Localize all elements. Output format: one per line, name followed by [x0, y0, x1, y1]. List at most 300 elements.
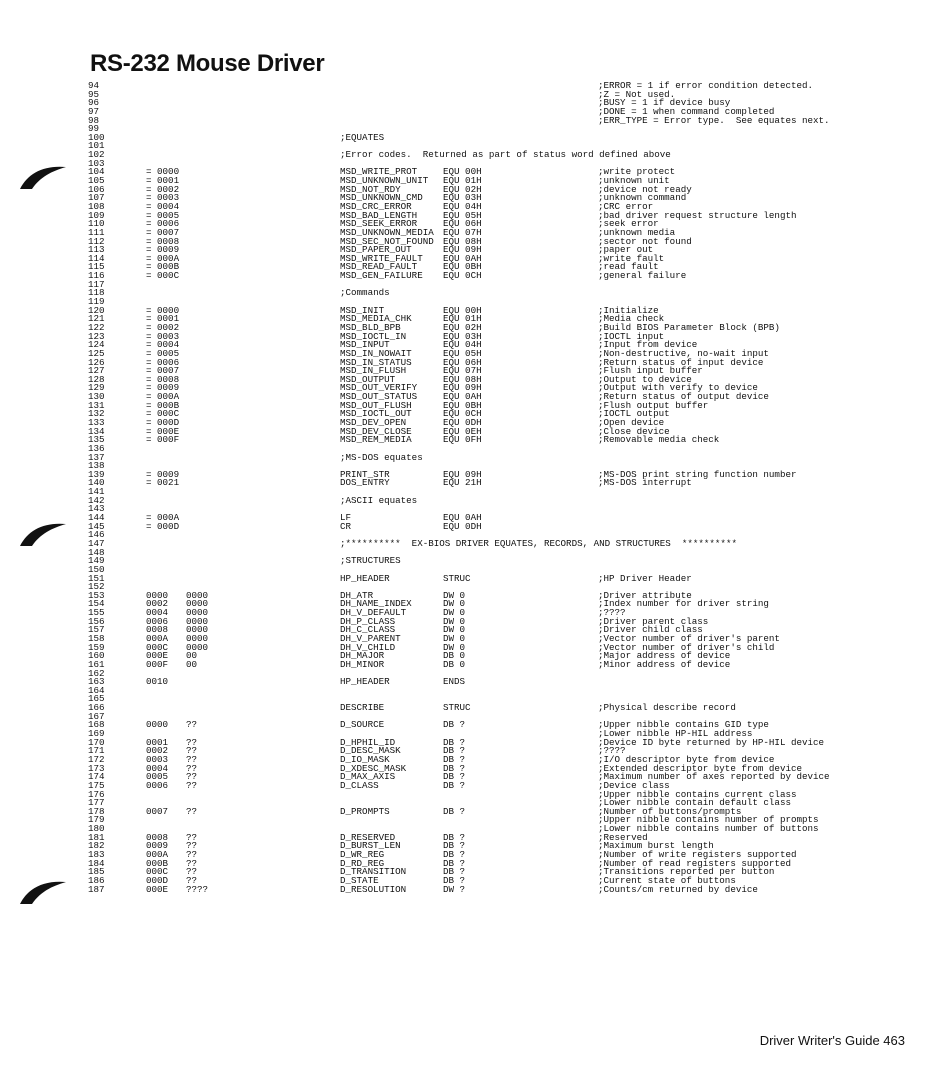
- line-number: 150: [88, 563, 105, 575]
- listing-line: [88, 151, 888, 160]
- line-number: 131: [88, 399, 105, 411]
- line-number: 174: [88, 771, 105, 783]
- operation: DB ?: [443, 866, 466, 878]
- label: DH_MAJOR: [340, 650, 385, 662]
- address: = 000C: [146, 408, 180, 420]
- line-number: 105: [88, 175, 105, 187]
- label: ;Error codes. Returned as part of status word defined above: [340, 149, 671, 161]
- address: 000E: [146, 883, 169, 895]
- comment: ;Vector number of driver's parent: [598, 633, 780, 644]
- listing-line: [88, 721, 888, 730]
- assembly-listing: [88, 82, 888, 894]
- address: 000C: [146, 866, 169, 878]
- operation: EQU 05H: [443, 347, 482, 359]
- label: MSD_UNKNOWN_CMD: [340, 192, 423, 204]
- listing-line: [88, 479, 888, 488]
- operation: DW ?: [443, 883, 466, 895]
- listing-line: [88, 220, 888, 229]
- value: 0000: [186, 615, 209, 627]
- listing-line: [88, 289, 888, 298]
- listing-line: [88, 82, 888, 91]
- line-number: 171: [88, 745, 105, 757]
- line-number: 125: [88, 347, 105, 359]
- address: = 0006: [146, 218, 180, 230]
- comment: ;Index number for driver string: [598, 598, 769, 610]
- address: 000D: [146, 874, 169, 886]
- label: LF: [340, 512, 352, 524]
- operation: EQU 02H: [443, 183, 482, 195]
- line-number: 186: [88, 874, 105, 886]
- address: 000A: [146, 849, 169, 861]
- operation: EQU 00H: [443, 166, 482, 178]
- address: = 000D: [146, 416, 180, 428]
- comment: ;Transitions reported per button: [598, 866, 775, 878]
- line-number: 185: [88, 866, 105, 878]
- comment: ;HP Driver Header: [598, 572, 692, 584]
- listing-line: [88, 825, 888, 834]
- comment: ;Maximum number of axes reported by device: [598, 771, 830, 783]
- address: = 000D: [146, 520, 180, 532]
- label: MSD_REM_MEDIA: [340, 434, 412, 446]
- operation: EQU 0DH: [443, 520, 482, 532]
- label: MSD_PAPER_OUT: [340, 244, 412, 256]
- operation: EQU 09H: [443, 244, 482, 256]
- label: ;********** EX-BIOS DRIVER EQUATES, RECORDS, AND STRUCTURES **********: [340, 537, 737, 549]
- line-number: 127: [88, 365, 105, 377]
- value: ??: [186, 779, 198, 791]
- operation: EQU 04H: [443, 339, 482, 351]
- comment: ;Media check: [598, 313, 665, 325]
- label: DH_NAME_INDEX: [340, 598, 412, 610]
- listing-line: [88, 399, 888, 411]
- line-number: 135: [88, 434, 105, 446]
- line-number: 182: [88, 840, 105, 852]
- line-number: 130: [88, 391, 105, 403]
- line-number: 181: [88, 831, 105, 843]
- listing-line: [88, 416, 888, 428]
- line-number: 119: [88, 296, 105, 308]
- listing-line: [88, 367, 888, 376]
- address: = 000C: [146, 270, 180, 282]
- address: 0004: [146, 762, 169, 774]
- line-number: 177: [88, 797, 105, 809]
- listing-line: [88, 667, 888, 679]
- listing-line: [88, 347, 888, 359]
- page-footer: Driver Writer's Guide 463: [759, 1033, 905, 1048]
- label: MSD_IOCTL_IN: [340, 330, 407, 342]
- listing-line: [88, 641, 888, 653]
- listing-line: [88, 226, 888, 238]
- address: = 0005: [146, 347, 180, 359]
- operation: DB ?: [443, 779, 466, 791]
- line-number: 169: [88, 728, 105, 740]
- address: 0008: [146, 831, 169, 843]
- comment: ;write fault: [598, 252, 665, 264]
- line-number: 142: [88, 494, 105, 506]
- label: CR: [340, 520, 352, 532]
- operation: EQU 06H: [443, 356, 482, 368]
- address: 0009: [146, 840, 169, 852]
- operation: EQU 0FH: [443, 434, 482, 446]
- comment: ;Counts/cm returned by device: [598, 883, 758, 895]
- listing-line: [88, 131, 888, 143]
- address: 000E: [146, 650, 169, 662]
- comment: ;Lower nibble HP-HIL address: [598, 728, 753, 740]
- line-number: 117: [88, 278, 105, 290]
- line-number: 139: [88, 468, 105, 480]
- line-number: 115: [88, 261, 105, 273]
- comment: ;DONE = 1 when command completed: [598, 105, 775, 117]
- label: D_HPHIL_ID: [340, 736, 396, 748]
- address: = 0007: [146, 226, 180, 238]
- comment: ;device not ready: [598, 183, 692, 195]
- address: = 0009: [146, 382, 180, 394]
- address: 0003: [146, 753, 169, 765]
- comment: ;I/O descriptor byte from device: [598, 753, 775, 765]
- comment: ;Upper nibble contains GID type: [598, 719, 769, 731]
- comment: ;Major address of device: [598, 650, 731, 662]
- comment: ;Close device: [598, 425, 670, 437]
- listing-line: [88, 652, 888, 661]
- address: = 0002: [146, 183, 180, 195]
- listing-line: [88, 330, 888, 342]
- address: = 0004: [146, 200, 180, 212]
- line-number: 160: [88, 650, 105, 662]
- label: D_RD_REG: [340, 857, 385, 869]
- address: = 0006: [146, 356, 180, 368]
- line-number: 178: [88, 805, 105, 817]
- line-number: 148: [88, 546, 105, 558]
- address: 0006: [146, 615, 169, 627]
- comment: ;Z = Not used.: [598, 88, 676, 100]
- comment: ;seek error: [598, 218, 659, 230]
- value: 00: [186, 658, 198, 670]
- operation: EQU 08H: [443, 235, 482, 247]
- listing-line: [88, 157, 888, 169]
- address: = 0000: [146, 304, 180, 316]
- line-number: 98: [88, 114, 100, 126]
- value: 0000: [186, 598, 209, 610]
- address: = 0021: [146, 477, 180, 489]
- address: 0002: [146, 745, 169, 757]
- operation: EQU 0EH: [443, 425, 482, 437]
- line-number: 166: [88, 702, 105, 714]
- label: MSD_BAD_LENGTH: [340, 209, 418, 221]
- address: 0005: [146, 771, 169, 783]
- line-number: 104: [88, 166, 105, 178]
- line-number: 128: [88, 373, 105, 385]
- label: MSD_NOT_RDY: [340, 183, 401, 195]
- label: DH_ATR: [340, 589, 374, 601]
- label: MSD_IN_STATUS: [340, 356, 412, 368]
- comment: ;Vector number of driver's child: [598, 641, 775, 653]
- label: D_DESC_MASK: [340, 745, 401, 757]
- comment: ;Driver attribute: [598, 589, 692, 601]
- label: MSD_CRC_ERROR: [340, 200, 412, 212]
- label: D_SOURCE: [340, 719, 385, 731]
- listing-line: [88, 304, 888, 316]
- address: 000A: [146, 633, 169, 644]
- comment: ;MS-DOS print string function number: [598, 468, 797, 480]
- label: MSD_IOCTL_OUT: [340, 408, 412, 420]
- label: DH_V_CHILD: [340, 641, 396, 653]
- value: ??: [186, 866, 198, 878]
- label: HP_HEADER: [340, 572, 390, 584]
- line-number: 151: [88, 572, 105, 584]
- label: ;ASCII equates: [340, 494, 418, 506]
- comment: ;Build BIOS Parameter Block (BPB): [598, 321, 780, 333]
- value: 0000: [186, 589, 209, 601]
- label: D_TRANSITION: [340, 866, 407, 878]
- line-number: 97: [88, 105, 100, 117]
- line-number: 101: [88, 140, 105, 152]
- label: D_MAX_AXIS: [340, 771, 396, 783]
- comment: ;????: [598, 607, 626, 619]
- comment: ;Number of read registers supported: [598, 857, 791, 869]
- line-number: 116: [88, 270, 105, 282]
- value: ??: [186, 762, 198, 774]
- value: ??: [186, 840, 198, 852]
- comment: ;read fault: [598, 261, 659, 273]
- comment: ;Lower nibble contain default class: [598, 797, 791, 809]
- listing-line: [88, 373, 888, 385]
- listing-line: [88, 704, 888, 713]
- line-number: 170: [88, 736, 105, 748]
- listing-line: [88, 494, 888, 506]
- operation: EQU 01H: [443, 175, 482, 187]
- value: 00: [186, 650, 198, 662]
- listing-line: [88, 695, 888, 704]
- value: ??: [186, 719, 198, 731]
- listing-line: [88, 442, 888, 454]
- operation: EQU 00H: [443, 304, 482, 316]
- comment: ;sector not found: [598, 235, 692, 247]
- listing-line: [88, 410, 888, 419]
- operation: DB ?: [443, 831, 466, 843]
- label: D_PROMPTS: [340, 805, 390, 817]
- label: PRINT_STR: [340, 468, 390, 480]
- listing-line: [88, 658, 888, 670]
- listing-line: [88, 263, 888, 272]
- operation: DW 0: [443, 641, 466, 653]
- value: ??: [186, 745, 198, 757]
- operation: DB ?: [443, 736, 466, 748]
- operation: DB ?: [443, 762, 466, 774]
- address: = 000F: [146, 434, 180, 446]
- comment: ;Removable media check: [598, 434, 720, 446]
- comment: ;Device class: [598, 779, 670, 791]
- value: ??: [186, 849, 198, 861]
- listing-line: [88, 600, 888, 609]
- value: ??: [186, 736, 198, 748]
- comment: ;general failure: [598, 270, 687, 282]
- label: D_XDESC_MASK: [340, 762, 407, 774]
- value: ??: [186, 874, 198, 886]
- address: 0006: [146, 779, 169, 791]
- operation: EQU 03H: [443, 192, 482, 204]
- operation: EQU 06H: [443, 218, 482, 230]
- value: ????: [186, 883, 209, 895]
- comment: ;Number of buttons/prompts: [598, 805, 742, 817]
- line-number: 159: [88, 641, 105, 653]
- comment: ;Open device: [598, 416, 665, 428]
- value: 0000: [186, 624, 209, 636]
- binder-hole-mark: [18, 165, 68, 191]
- listing-line: [88, 572, 888, 584]
- operation: DB 0: [443, 658, 466, 670]
- listing-line: [88, 557, 888, 566]
- listing-line: [88, 114, 888, 126]
- listing-line: [88, 868, 888, 877]
- line-number: 162: [88, 667, 105, 679]
- operation: EQU 0CH: [443, 408, 482, 420]
- line-number: 144: [88, 512, 105, 524]
- label: DESCRIBE: [340, 702, 385, 714]
- label: ;EQUATES: [340, 131, 385, 143]
- address: 0010: [146, 676, 169, 688]
- label: D_IO_MASK: [340, 753, 390, 765]
- address: 0000: [146, 589, 169, 601]
- line-number: 184: [88, 857, 105, 869]
- address: 000F: [146, 658, 169, 670]
- line-number: 175: [88, 779, 105, 791]
- label: ;STRUCTURES: [340, 555, 401, 567]
- comment: ;IOCTL output: [598, 408, 670, 420]
- line-number: 99: [88, 123, 100, 135]
- line-number: 108: [88, 200, 105, 212]
- value: ??: [186, 771, 198, 783]
- label: DOS_ENTRY: [340, 477, 390, 489]
- label: DH_C_CLASS: [340, 624, 396, 636]
- label: MSD_IN_NOWAIT: [340, 347, 412, 359]
- listing-line: [88, 125, 888, 134]
- line-number: 113: [88, 244, 105, 256]
- listing-line: [88, 252, 888, 264]
- comment: ;Output to device: [598, 373, 692, 385]
- line-number: 152: [88, 581, 105, 593]
- label: D_RESOLUTION: [340, 883, 407, 895]
- line-number: 134: [88, 425, 105, 437]
- line-number: 156: [88, 615, 105, 627]
- label: MSD_OUT_VERIFY: [340, 382, 418, 394]
- listing-line: [88, 393, 888, 402]
- line-number: 106: [88, 183, 105, 195]
- operation: DB ?: [443, 874, 466, 886]
- operation: EQU 03H: [443, 330, 482, 342]
- label: MSD_UNKNOWN_MEDIA: [340, 226, 434, 238]
- listing-line: [88, 468, 888, 480]
- label: ;MS-DOS equates: [340, 451, 423, 463]
- listing-line: [88, 799, 888, 808]
- listing-line: [88, 537, 888, 549]
- operation: DB 0: [443, 650, 466, 662]
- comment: ;unknown media: [598, 226, 676, 238]
- address: 000C: [146, 641, 169, 653]
- label: D_RESERVED: [340, 831, 396, 843]
- operation: DB ?: [443, 745, 466, 757]
- line-number: 102: [88, 149, 105, 161]
- line-number: 100: [88, 131, 105, 143]
- line-number: 112: [88, 235, 105, 247]
- label: MSD_DEV_CLOSE: [340, 425, 412, 437]
- operation: EQU 0AH: [443, 512, 482, 524]
- address: = 0002: [146, 321, 180, 333]
- value: 0000: [186, 633, 209, 644]
- comment: ;Device ID byte returned by HP-HIL device: [598, 736, 825, 748]
- listing-line: [88, 272, 888, 281]
- line-number: 122: [88, 321, 105, 333]
- comment: ;unknown command: [598, 192, 687, 204]
- comment: ;paper out: [598, 244, 654, 256]
- listing-line: [88, 246, 888, 255]
- value: 0000: [186, 607, 209, 619]
- operation: DB ?: [443, 840, 466, 852]
- comment: ;Initialize: [598, 304, 659, 316]
- operation: DW 0: [443, 589, 466, 601]
- listing-line: [88, 831, 888, 843]
- label: MSD_SEEK_ERROR: [340, 218, 418, 230]
- line-number: 138: [88, 460, 105, 472]
- line-number: 132: [88, 408, 105, 420]
- label: MSD_OUT_STATUS: [340, 391, 418, 403]
- line-number: 183: [88, 849, 105, 861]
- label: MSD_OUT_FLUSH: [340, 399, 412, 411]
- line-number: 153: [88, 589, 105, 601]
- label: HP_HEADER: [340, 676, 390, 688]
- listing-line: [88, 298, 888, 307]
- line-number: 146: [88, 529, 105, 541]
- label: DH_MINOR: [340, 658, 385, 670]
- listing-line: [88, 436, 888, 445]
- value: ??: [186, 805, 198, 817]
- line-number: 136: [88, 442, 105, 454]
- address: 000B: [146, 857, 169, 869]
- address: 0007: [146, 805, 169, 817]
- line-number: 121: [88, 313, 105, 325]
- comment: ;Maximum burst length: [598, 840, 714, 852]
- address: = 000E: [146, 425, 180, 437]
- label: MSD_SEC_NOT_FOUND: [340, 235, 434, 247]
- address: = 0000: [146, 166, 180, 178]
- line-number: 133: [88, 416, 105, 428]
- value: ??: [186, 753, 198, 765]
- line-number: 157: [88, 624, 105, 636]
- comment: ;Minor address of device: [598, 658, 731, 670]
- operation: EQU 0BH: [443, 261, 482, 273]
- listing-line: [88, 773, 888, 782]
- address: = 000A: [146, 512, 180, 524]
- label: MSD_INIT: [340, 304, 385, 316]
- listing-line: [88, 88, 888, 100]
- line-number: 164: [88, 684, 105, 696]
- line-number: 111: [88, 226, 105, 238]
- address: = 0009: [146, 468, 180, 480]
- operation: EQU 07H: [443, 226, 482, 238]
- label: D_WR_REG: [340, 849, 385, 861]
- listing-line: [88, 546, 888, 558]
- line-number: 118: [88, 287, 105, 299]
- line-number: 163: [88, 676, 105, 688]
- operation: DB ?: [443, 805, 466, 817]
- label: MSD_GEN_FAILURE: [340, 270, 423, 282]
- label: MSD_IN_FLUSH: [340, 365, 407, 377]
- listing-line: [88, 883, 888, 895]
- listing-line: [88, 177, 888, 186]
- operation: EQU 0CH: [443, 270, 482, 282]
- line-number: 147: [88, 537, 105, 549]
- comment: ;Current state of buttons: [598, 874, 736, 886]
- line-number: 173: [88, 762, 105, 774]
